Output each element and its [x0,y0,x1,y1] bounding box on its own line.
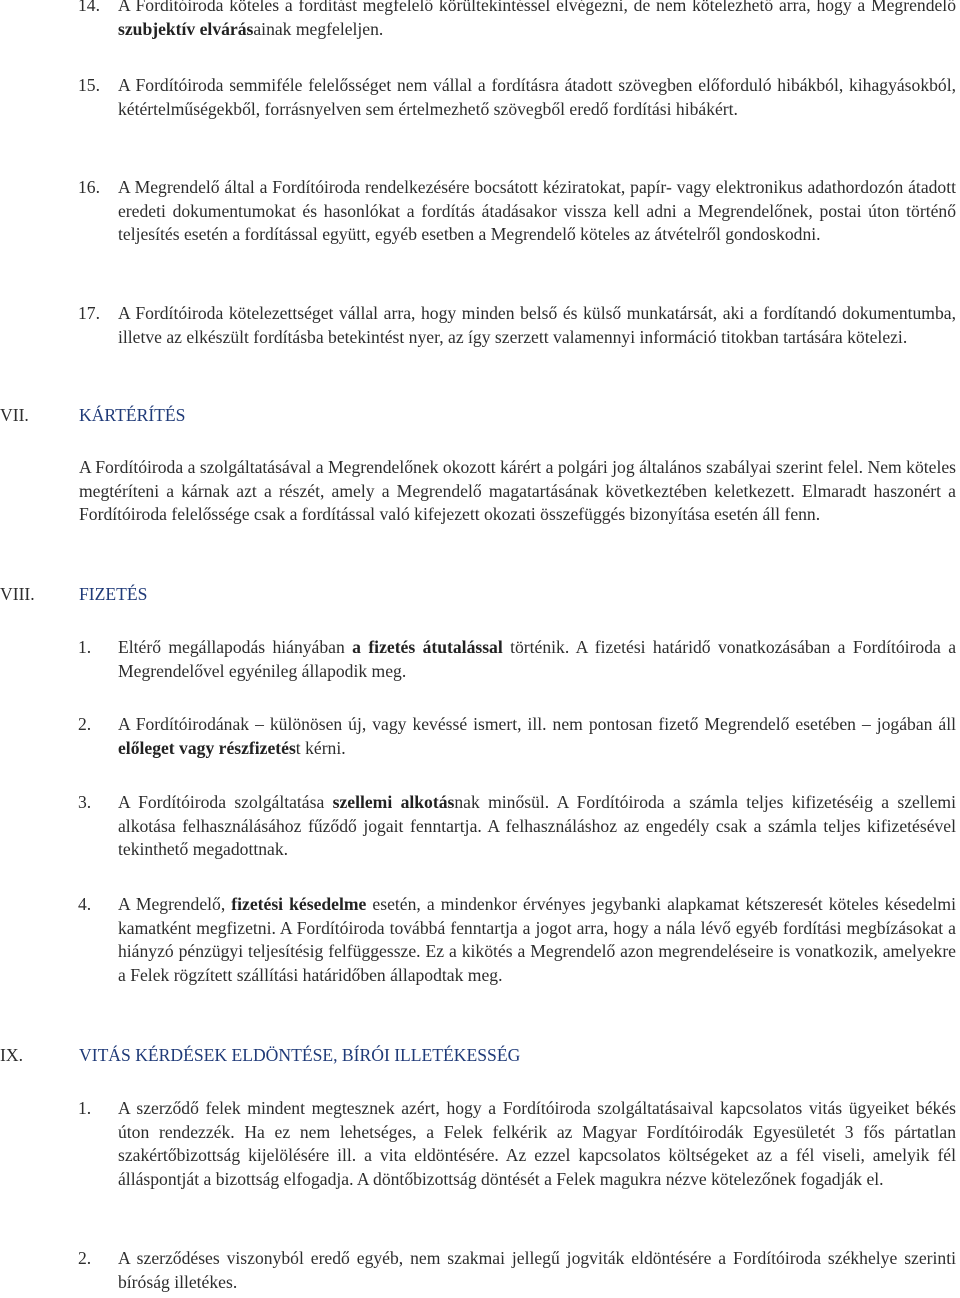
section-vii-paragraph: A Fordítóiroda a szolgáltatásával a Megrendelőnek okozott kárért a polgári jog általános szabályai szerint felel. Nem köteles megtéríteni a kárnak azt a részét, amely a Megrendelő magatartásának következtében keletkezett. Elmaradt haszonért a Fordítóiroda felelőssége csak a fordítással való kifejezett okozati összefüggés bizonyítása esetén áll fenn. [79,457,956,524]
item-text: A szerződő felek mindent megtesznek azért, hogy a Fordítóiroda szolgáltatásaival kapcsolatos vitás ügyeiket békés úton rendezzék. Ha ez nem lehetséges, a Felek felkérik az Magyar Fordítóirodák Egyesületét 3 fős pártatlan szakértőbizottság kijelölésére ill. a vita eldöntésére. Az ezzel kapcsolatos költségeket az a fél viseli, amelyik fél álláspontját a bizottság elfogadja. A döntőbizottság döntését a Felek magukra nézve kötelezőnek fogadják el. [118,1098,956,1189]
fizetes-item-4 [78,893,956,987]
section-number: IX. [0,1045,23,1065]
item-number: 2. [78,714,92,734]
list-item-14 [78,0,956,41]
bold-phrase: szubjektív elvárás [118,18,254,39]
item-text: A Fordítóiroda szolgáltatása szellemi alkotásnak minősül. A Fordítóiroda a számla teljes kifizetéséig a szellemi alkotása felhasználásához fűződő jogait fenntartja. A felhasználáshoz az engedély csak a számla teljes kifizetésével tekinthető megadottnak. [118,792,956,859]
item-number: 1. [78,1098,92,1118]
item-text: A szerződéses viszonyból eredő egyéb, nem szakmai jellegű jogviták eldöntésére a Fordítóiroda székhelye szerinti bíróság illetékes. [118,1248,956,1292]
fizetes-item-3 [78,791,956,862]
section-title: VITÁS KÉRDÉSEK ELDÖNTÉSE, BÍRÓI ILLETÉKESSÉG [79,1045,521,1065]
fizetes-item-2 [78,713,956,760]
vitas-item-1 [78,1097,956,1191]
item-number: 16. [78,177,100,197]
section-number: VII. [0,405,29,425]
list-item-15 [78,74,956,121]
section-title: KÁRTÉRÍTÉS [79,405,186,425]
item-text: Eltérő megállapodás hiányában a fizetés átutalással történik. A fizetési határidő vonatkozásában a Fordítóiroda a Megrendelővel egyénileg állapodik meg. [118,637,957,681]
item-number: 14. [78,0,100,15]
list-item-16 [78,176,956,247]
item-text: A Fordítóiroda kötelezettséget vállal arra, hogy minden belső és külső munkatársát, aki a fordítandó dokumentumba, illetve az elkészült fordításba betekintést nyer, az így szerzett valamennyi információ titokban tartására kötelezi. [118,303,956,347]
bold-phrase: szellemi alkotás [332,792,455,812]
section-number: VIII. [0,584,35,604]
item-number: 17. [78,303,100,323]
bold-phrase: fizetési késedelme [231,894,367,914]
bold-phrase: előleget vagy részfizetés [118,737,296,758]
item-number: 15. [78,75,100,95]
vitas-item-2 [78,1247,956,1294]
fizetes-item-1 [78,636,956,683]
item-number: 3. [78,792,92,812]
bold-phrase: a fizetés átutalással [352,637,503,657]
item-number: 1. [78,637,92,657]
section-title: FIZETÉS [79,584,148,604]
item-text: A Fordítóiroda semmiféle felelősséget nem vállal a fordításra átadott szövegben előforduló hibákból, kihagyásokból, kétértelműségekből, forrásnyelven sem értelmezhető szövegből eredő fordítási hibákért. [118,75,956,119]
item-number: 2. [78,1248,92,1268]
item-text: A Fordítóiroda köteles a fordítást megfelelő körültekintéssel elvégezni, de nem kötelezhető arra, hogy a Megrendelő szubjektív elvárásainak megfeleljen. [118,0,956,39]
item-number: 4. [78,894,92,914]
list-item-17 [78,302,956,349]
item-text: A Megrendelő, fizetési késedelme esetén, a mindenkor érvényes jegybanki alapkamat kétszeresét köteles késedelmi kamatként megfizetni. A Fordítóiroda továbbá fenntartja a jogot arra, hogy a nála lévő egyéb fordítási megbízásokat a hiányzó pénzügyi teljesítésig felfüggessze. Ez a kikötés a Megrendelő azon megrendeléseire is vonatkozik, amelyekre a Felek rögzített szállítási határidőben állapodtak meg. [118,894,956,985]
item-text: A Megrendelő által a Fordítóiroda rendelkezésére bocsátott kéziratokat, papír- vagy elektronikus adathordozón átadott eredeti dokumentumokat és hasonlókat a fordítás átadásakor vissza kell adni a Megrendelőnek, postai úton történő teljesítés esetén a fordítással együtt, egyéb esetben a Megrendelő köteles az átvételről gondoskodni. [118,177,956,244]
item-text: A Fordítóirodának – különösen új, vagy kevéssé ismert, ill. nem pontosan fizető Megrendelő esetében – jogában áll előleget vagy részfizetést kérni. [118,714,956,758]
